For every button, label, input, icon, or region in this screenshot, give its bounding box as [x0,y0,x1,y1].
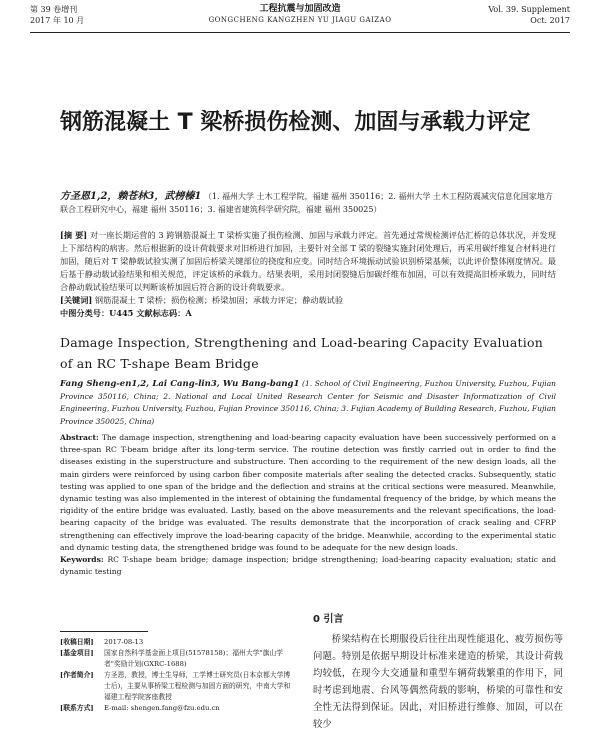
abstract-label-en: Abstract: [60,433,99,442]
abstract-cn [60,229,556,294]
footnote-value: E-mail: shengen.fang@fzu.edu.cn [104,704,220,712]
footnote-block [60,637,292,714]
abstract-text-en: The damage inspection, strengthening and load-bearing capacity evaluation have been successively performed on a three-span RC T-beam bridge after its long-term service. The routine detection was firstly carried out in order to find the diseases existing in the superstructure and substructure. Then according to the requirement of the new design loads, all the main girders were reinforced by using carbon fiber composite materials after sealing the detected cracks. Subsequently, static testing was applied to one span of the bridge and the deflection and strains at the critical sections were measured. Meanwhile, dynamic testing was also implemented in the interest of obtaining the fundamental frequency of the bridge, by which means the rigidity of the entire bridge was evaluated. Lastly, based on the above measurements and the relevant specifications, the load-bearing capacity of the bridge was evaluated. The results demonstrate that the incorporation of crack sealing and CFRP strengthening can effectively improve the load-bearing capacity of the bridge. Meanwhile, according to the experimental static and dynamic testing data, the strengthened bridge was found to be adequate for the new design loads. [60,433,556,552]
journal-name-en: GONGCHENG KANGZHEN YU JIAGU GAIZAO [208,16,392,24]
author-affiliation-cn: （1. 福州大学 土木工程学院，福建 福州 350116；2. 福州大学 土木工程防震减灾信息化国家地方联合工程研究中心，福建 福州 350116；3. 福建省建筑科学研究院，福建 福州 350025） [60,192,553,214]
footnote-row [60,637,292,648]
header-volume-date-en [488,4,570,26]
footnote-rule [60,631,148,632]
date-en: Oct. 2017 [530,16,570,25]
paper-title-en: Damage Inspection, Strengthening and Load-bearing Capacity Evaluation of an RC T-shape Beam Bridge [60,335,543,371]
abstract-label-cn: [摘 要] [60,230,88,240]
keywords-text-cn: 钢筋混凝土 T 梁桥；损伤检测；桥梁加固；承载力评定；静动载试验 [94,295,344,305]
footnote-key: [收稿日期] [60,638,94,646]
paper-title-cn: 钢筋混凝土 T 梁桥损伤检测、加固与承载力评定 [60,110,531,135]
keywords-cn [60,294,556,307]
authors-block-cn [60,190,560,216]
author-affiliation-en: (1. School of Civil Engineering, Fuzhou University, Fuzhou, Fujian Province 350116, China; 2. National and Local United Research Center for Seismic and Disaster Informatization of Civil Engineering, Fuzhou University, Fuzhou, Fujian Province 350116, China; 3. Fujian Academy of Building Research, Fuzhou, Fujian Province 350025, China) [60,379,556,426]
keywords-en [60,554,556,578]
section-heading-intro: 0 引言 [313,614,344,625]
footnote-row [60,648,292,670]
author-names-en: Fang Sheng-en1,2, Lai Cang-lin3, Wu Bang-bang1 [60,379,300,389]
abstract-en [60,432,556,554]
footnote-value: 国家自然科学基金面上项目(51578158)；福州大学"旗山学者"奖励计划(GXRC-1688) [104,649,283,668]
journal-name-cn: 工程抗震与加固改造 [259,4,341,14]
footnote-row [60,703,292,714]
section-text-intro: 桥梁结构在长期服役后往往出现性能退化、疲劳损伤等问题。特别是依据早期设计标准来建造的桥梁，其设计荷载均较低，在现今大交通量和重型车辆荷载繁重的作用下，同时考虑到地震、台风等偶然荷载的影响，桥梁的可靠性和安全性无法得到保证。因此，对旧桥进行维修、加固，可以在较少 [313,634,563,730]
date-cn: 2017 年 10 月 [30,16,85,25]
keywords-label-en: Keywords: [60,555,104,565]
keywords-text-en: RC T-shape beam bridge; damage inspection; bridge strengthening; load-bearing capacity evaluation; static and dynamic testing [60,555,556,577]
abstract-text-cn: 对一座长期运营的 3 跨钢筋混凝土 T 梁桥实施了损伤检测、加固与承载力评定。首先通过常规检测评估汇桥的总体状况，并发现上下部结构的病害。然后根据新的设计荷载要求对旧桥进行加固，主要针对全部 T 梁的裂缝实施封闭处理后，再采用碳纤维复合材料进行加固，随后对 T 梁静载试验实测了加固后桥梁关键部位的挠度和应变。同时结合环境振动试验识别桥梁基频，以此评价整体刚度情况。最后基于静动载试验结果和相关规范，评定该桥的承载力。结果表明，采用封闭裂缝后加碳纤维布加固，可以有效提高旧桥承载力，同时结合静动载试验结果可以判断该桥加固后符合新的设计荷载要求。 [60,230,556,292]
volume-cn: 第 39 卷增刊 [30,5,78,14]
keywords-label-cn: [关键词] [60,295,93,305]
abstract-block-cn [60,229,556,320]
footnote-value: 2017-08-13 [104,638,144,646]
classification-cn: 中图分类号：U445 文献标志码：A [60,308,192,318]
authors-block-en [60,378,556,428]
footnote-value: 方圣恩，教授，博士生导师，工学博士研究员(日本京都大学博士后)，主要从事桥梁工程检测与加固方面的研究，中南大学和福建工程学院客座教授 [104,671,291,701]
abstract-block-en [60,432,556,578]
volume-en: Vol. 39. Supplement [488,5,570,14]
footnote-key: [基金项目] [60,649,94,657]
footnote-key: [作者简介] [60,671,94,679]
footnote-key: [联系方式] [60,704,94,712]
footnote-row [60,670,292,703]
author-names-cn: 方圣恩1,2，赖苍林3，武榜榛1 [60,191,202,202]
header-rule [30,32,570,33]
